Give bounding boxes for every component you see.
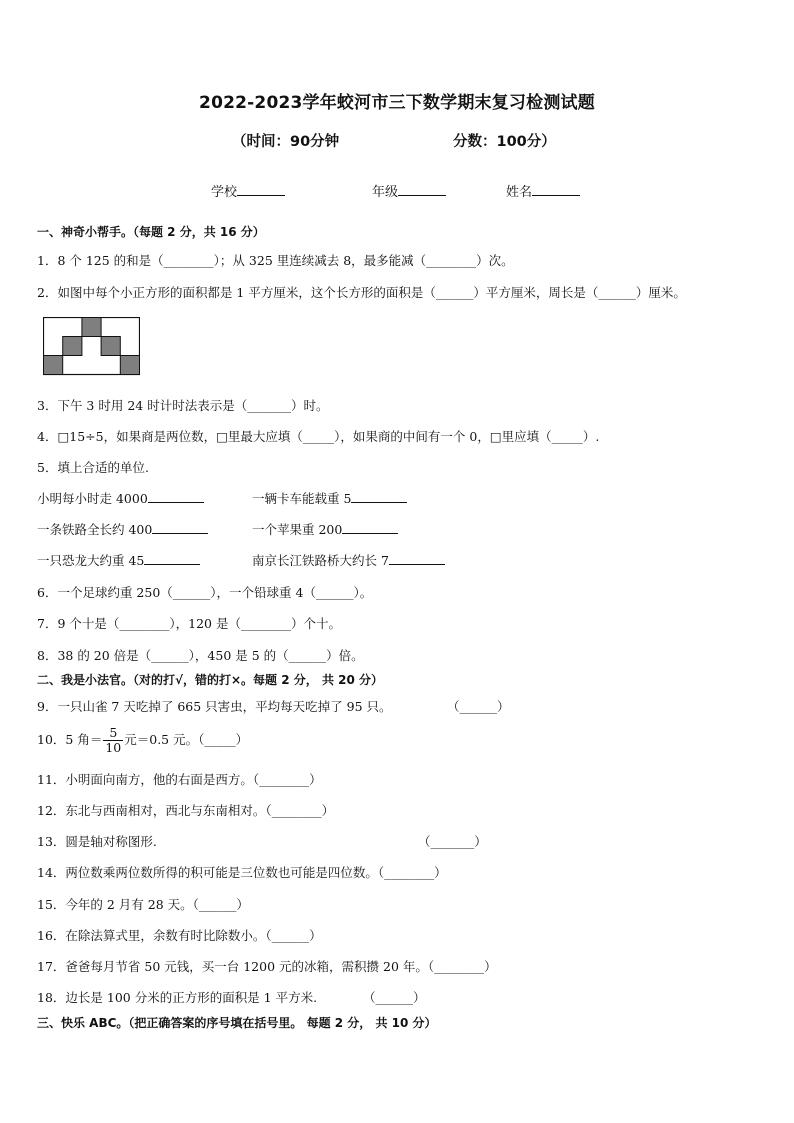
grade-label: 年级 <box>372 185 399 200</box>
shaded-square-r2-c4 <box>120 356 139 375</box>
section-1-heading: 一、神奇小帮手。（每题 2 分，共 16 分） <box>37 225 265 239</box>
question-12: 12．东北与西南相对，西北与东南相对。（________） <box>37 803 335 818</box>
fraction-5-10: $\frac{5}{10}$ <box>105 725 122 755</box>
exam-time: （时间：90分钟 <box>232 134 340 150</box>
question-3: 3．下午 3 时用 24 时计时法表示是（_______）时。 <box>37 398 329 413</box>
school-label: 学校 <box>211 185 238 200</box>
question-14: 14．两位数乘两位数所得的积可能是三位数也可能是四位数。（________） <box>37 865 447 880</box>
exam-score: 分数：100分） <box>453 134 556 150</box>
question-1: 1．8 个 125 的和是（________）；从 325 里连续减去 8，最多能减（________）次。 <box>37 253 514 268</box>
unit-item-a: 小明每小时走 4000 <box>37 489 204 507</box>
section-3-heading: 三、快乐 ABC。（把正确答案的序号填在括号里。 每题 2 分， 共 10 分） <box>37 1016 437 1030</box>
school-blank[interactable] <box>237 183 285 196</box>
question-2: 2．如图中每个小正方形的面积都是 1 平方厘米，这个长方形的面积是（______）平方厘米，周长是（______）厘米。 <box>37 285 686 300</box>
unit-item-d: 一个苹果重 200 <box>252 520 398 538</box>
question-8: 8．38 的 20 倍是（______），450 是 5 的（______）倍。 <box>37 648 364 663</box>
question-9: 9．一只山雀 7 天吃掉了 665 只害虫，平均每天吃掉了 95 只。 <box>37 699 392 714</box>
question-13-answer-blank[interactable]: （_______） <box>418 834 487 849</box>
grid-svg <box>43 317 140 376</box>
unit-blank-c[interactable] <box>152 521 208 534</box>
question-18: 18．边长是 100 分米的正方形的面积是 1 平方米. <box>37 990 318 1005</box>
grade-blank[interactable] <box>398 183 446 196</box>
unit-blank-f[interactable] <box>389 552 445 565</box>
shaded-square-r1-c1 <box>63 337 82 356</box>
school-field[interactable] <box>211 181 285 200</box>
unit-item-e: 一只恐龙大约重 45 <box>37 551 200 569</box>
question-5: 5．填上合适的单位. <box>37 460 149 475</box>
unit-item-c: 一条铁路全长约 400 <box>37 520 208 538</box>
question-11: 11．小明面向南方，他的右面是西方。（________） <box>37 772 322 787</box>
question-7: 7．9 个十是（________），120 是（________）个十。 <box>37 616 341 631</box>
name-blank[interactable] <box>532 183 580 196</box>
question-13: 13．圆是轴对称图形. <box>37 834 157 849</box>
shaded-square-r0-c2 <box>82 318 101 337</box>
question-18-answer-blank[interactable]: （______） <box>363 990 426 1005</box>
question-4: 4．□15÷5，如果商是两位数，□里最大应填（_____），如果商的中间有一个 0，□里应填（_____）. <box>37 429 600 444</box>
question-15: 15．今年的 2 月有 28 天。（______） <box>37 897 249 912</box>
grade-field[interactable] <box>372 181 446 200</box>
unit-blank-e[interactable] <box>144 552 200 565</box>
question-16: 16．在除法算式里，余数有时比除数小。（______） <box>37 928 322 943</box>
question-17: 17．爸爸每月节省 50 元钱，买一台 1200 元的冰箱，需积攒 20 年。（________） <box>37 959 497 974</box>
shaded-square-r2-c0 <box>44 356 63 375</box>
question-9-answer-blank[interactable]: （______） <box>447 699 510 714</box>
page-title: 2022-2023学年蛟河市三下数学期末复习检测试题 <box>199 93 595 113</box>
section-2-heading: 二、我是小法官。（对的打√，错的打×。每题 2 分， 共 20 分） <box>37 673 383 687</box>
name-label: 姓名 <box>506 185 533 200</box>
question-6: 6．一个足球约重 250（______），一个铅球重 4（______）。 <box>37 585 373 600</box>
unit-blank-d[interactable] <box>342 521 398 534</box>
unit-blank-a[interactable] <box>148 490 204 503</box>
rectangle-grid-figure <box>43 317 140 380</box>
shaded-square-r1-c3 <box>101 337 120 356</box>
unit-item-f: 南京长江铁路桥大约长 7 <box>252 551 445 569</box>
question-10: 10．5 角＝ $\frac{5}{10}$ 元＝0.5 元。（_____） <box>37 725 249 755</box>
unit-item-b: 一辆卡车能载重 5 <box>252 489 407 507</box>
unit-blank-b[interactable] <box>351 490 407 503</box>
name-field[interactable] <box>506 181 580 200</box>
